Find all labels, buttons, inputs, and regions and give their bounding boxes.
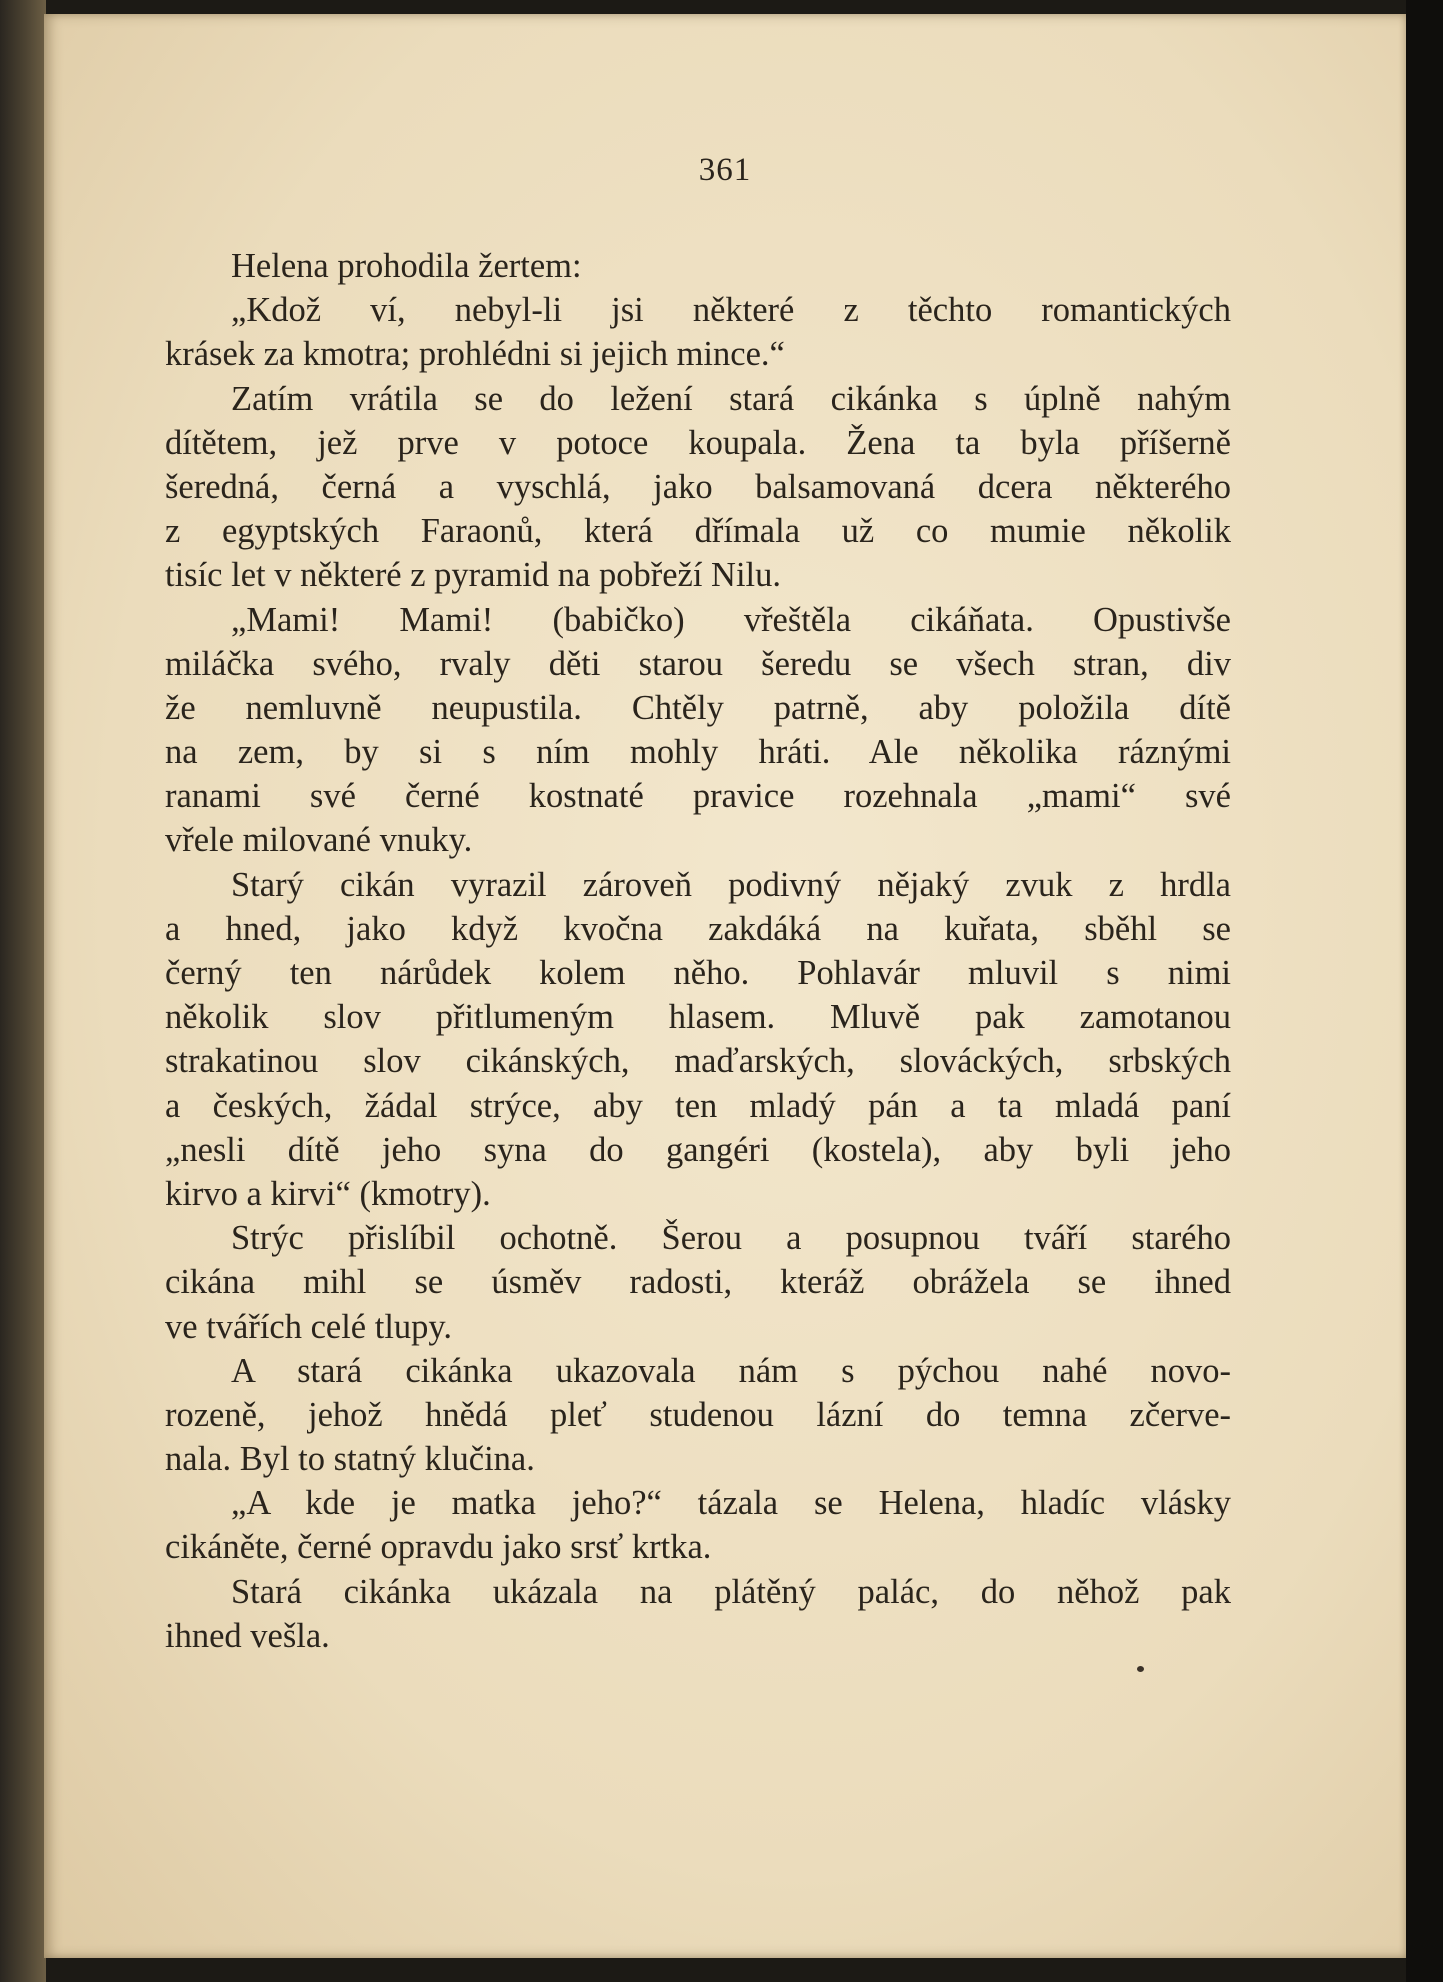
text-line: že nemluvně neupustila. Chtěly patrně, aby položila dítě bbox=[165, 688, 1231, 727]
book-page bbox=[44, 14, 1406, 1958]
text-line: vřele milované vnuky. bbox=[165, 821, 473, 860]
scan-border bbox=[1406, 0, 1443, 1982]
text-line: rozeně, jehož hnědá pleť studenou lázní do temna zčerve- bbox=[165, 1395, 1231, 1434]
text-line: Helena prohodila žertem: bbox=[231, 247, 582, 285]
text-line: černý ten nárůdek kolem něho. Pohlavár mluvil s nimi bbox=[165, 954, 1231, 992]
text-line: cikána mihl se úsměv radosti, kteráž obrážela se ihned bbox=[165, 1263, 1231, 1302]
text-line: Stará cikánka ukázala na plátěný palác, do něhož pak bbox=[231, 1572, 1231, 1611]
text-line: nala. Byl to statný klučina. bbox=[165, 1440, 535, 1479]
page-text bbox=[165, 244, 1231, 1658]
book-spine bbox=[0, 0, 46, 1982]
text-line: z egyptských Faraonů, která dřímala už co mumie několik bbox=[165, 512, 1231, 551]
text-line: „A kde je matka jeho?“ tázala se Helena, hladíc vlásky bbox=[231, 1484, 1231, 1523]
text-line: na zem, by si s ním mohly hráti. Ale několika ráznými bbox=[165, 733, 1231, 772]
text-line: několik slov přitlumeným hlasem. Mluvě pak zamotanou bbox=[165, 998, 1231, 1037]
text-line: a českých, žádal strýce, aby ten mladý pán a ta mladá paní bbox=[165, 1086, 1231, 1125]
text-line: ihned vešla. bbox=[165, 1616, 330, 1655]
text-line: ranami své černé kostnaté pravice rozehnala „mami“ své bbox=[165, 777, 1231, 816]
text-line: „Mami! Mami! (babičko) vřeštěla cikáňata. Opustivše bbox=[231, 600, 1231, 639]
text-line: Zatím vrátila se do ležení stará cikánka s úplně nahým bbox=[231, 379, 1231, 418]
text-line: Strýc přislíbil ochotně. Šerou a posupnou tváří starého bbox=[231, 1219, 1231, 1258]
ink-speck bbox=[1137, 1666, 1144, 1672]
text-line: „nesli dítě jeho syna do gangéri (kostela), aby byli jeho bbox=[165, 1130, 1231, 1169]
text-line: krásek za kmotra; prohlédni si jejich mince.“ bbox=[165, 335, 785, 374]
text-line: a hned, jako když kvočna zakdáká na kuřata, sběhl se bbox=[165, 909, 1231, 948]
text-line: miláčka svého, rvaly děti starou šeredu se všech stran, div bbox=[165, 644, 1231, 683]
text-line: strakatinou slov cikánských, maďarských, slováckých, srbských bbox=[165, 1042, 1231, 1081]
text-line: šeredná, černá a vyschlá, jako balsamovaná dcera některého bbox=[165, 467, 1231, 506]
text-line: A stará cikánka ukazovala nám s pýchou nahé novo- bbox=[231, 1351, 1231, 1390]
text-line: tisíc let v některé z pyramid na pobřeží Nilu. bbox=[165, 556, 781, 595]
text-line: dítětem, jež prve v potoce koupala. Žena ta byla příšerně bbox=[165, 423, 1231, 462]
page-number: 361 bbox=[698, 152, 752, 188]
text-line: „Kdož ví, nebyl-li jsi některé z těchto romantických bbox=[231, 291, 1231, 330]
text-line: cikáněte, černé opravdu jako srsť krtka. bbox=[165, 1528, 712, 1567]
text-line: Starý cikán vyrazil zároveň podivný nějaký zvuk z hrdla bbox=[231, 865, 1231, 904]
text-line: ve tvářích celé tlupy. bbox=[165, 1307, 453, 1346]
text-line: kirvo a kirvi“ (kmotry). bbox=[165, 1174, 491, 1213]
